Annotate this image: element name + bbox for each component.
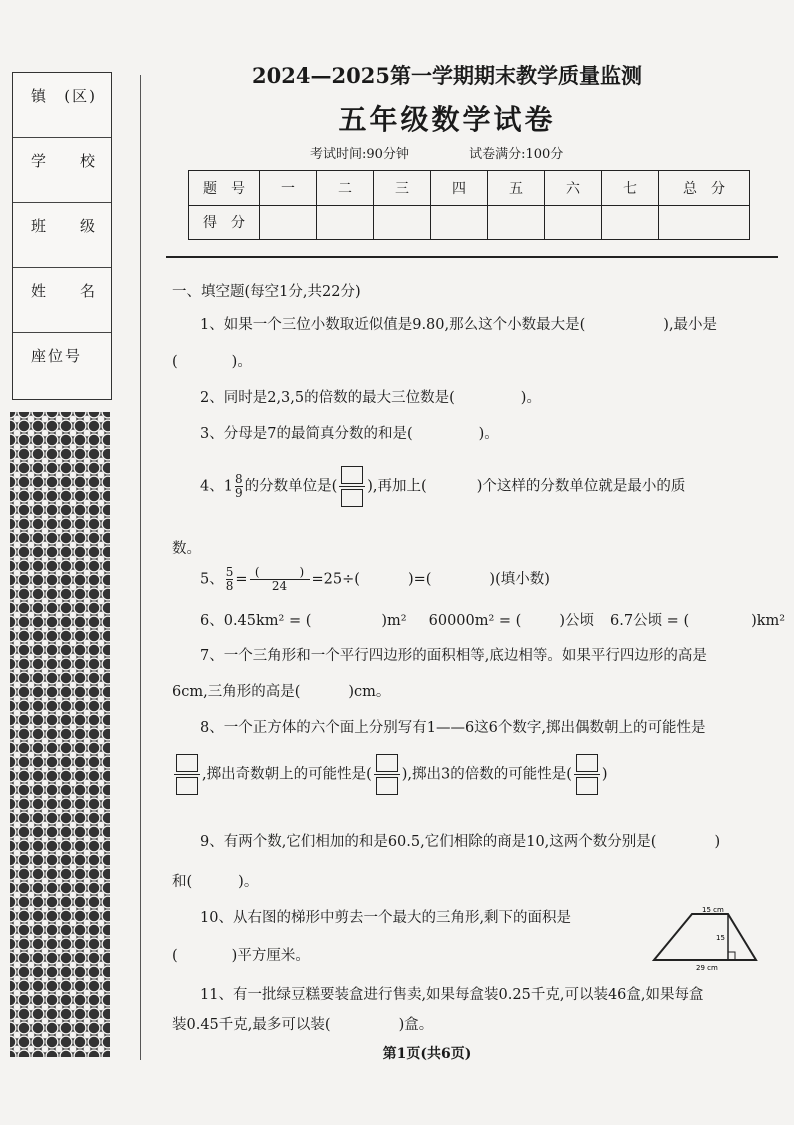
q6-text6: )km² bbox=[751, 613, 786, 629]
q6-text3: 60000m² = ( bbox=[428, 613, 522, 629]
q4-mixed-fraction bbox=[235, 473, 243, 500]
numerator-box[interactable] bbox=[576, 754, 598, 772]
field-name-label2: 名 bbox=[79, 282, 97, 300]
q5-denominator2: 24 bbox=[271, 579, 288, 593]
question-11-cont bbox=[172, 1013, 433, 1034]
field-name-label: 姓 bbox=[31, 282, 49, 300]
score-header-cell: 四 bbox=[431, 171, 488, 206]
q7-text: 6cm,三角形的高是( bbox=[172, 684, 301, 700]
q8-text3: ) bbox=[601, 766, 608, 783]
score-table-header-row bbox=[189, 171, 750, 206]
q4-fraction-answer-box[interactable] bbox=[339, 466, 365, 507]
field-school-label2: 校 bbox=[79, 152, 97, 170]
q3-text: 3、分母是7的最简真分数的和是( bbox=[200, 426, 413, 442]
q2-text: 2、同时是2,3,5的倍数的最大三位数是( bbox=[200, 390, 455, 406]
score-header-cell: 三 bbox=[374, 171, 431, 206]
field-town-label2: (区) bbox=[64, 87, 97, 105]
right-angle-mark bbox=[728, 952, 735, 960]
exam-subtitle: 五年级数学试卷 bbox=[338, 103, 556, 136]
question-4 bbox=[200, 466, 685, 507]
q4-text3: )个这样的分数单位就是最小的质 bbox=[476, 478, 686, 495]
q8-fraction-box-odd[interactable] bbox=[374, 754, 400, 795]
trapezoid-height-label: 15 bbox=[716, 934, 725, 942]
score-table bbox=[188, 170, 750, 240]
q11-text2: )盒。 bbox=[398, 1017, 434, 1033]
header-divider bbox=[166, 256, 778, 258]
field-class-label2: 级 bbox=[79, 217, 97, 235]
score-cell[interactable] bbox=[374, 205, 431, 240]
question-1-cont bbox=[172, 350, 252, 371]
question-9-cont bbox=[172, 870, 258, 891]
q8-text: ,掷出奇数朝上的可能性是( bbox=[202, 766, 372, 783]
q1-text: 1、如果一个三位小数取近似值是9.80,那么这个小数最大是( bbox=[200, 317, 586, 333]
fraction-bar bbox=[574, 774, 600, 775]
question-8: 8、一个正方体的六个面上分别写有1——6这6个数字,掷出偶数朝上的可能性是 bbox=[200, 720, 706, 736]
q5-fraction bbox=[226, 566, 234, 593]
q1-text2: ),最小是 bbox=[663, 317, 718, 333]
q4-prefix: 4、1 bbox=[200, 478, 233, 495]
fraction-bar bbox=[339, 486, 365, 487]
question-7-cont bbox=[172, 680, 390, 701]
denominator-box[interactable] bbox=[576, 777, 598, 795]
q10-text2: )平方厘米。 bbox=[231, 948, 310, 964]
question-4-cont: 数。 bbox=[172, 541, 201, 557]
denominator-box[interactable] bbox=[176, 777, 198, 795]
score-cell[interactable] bbox=[659, 205, 750, 240]
numerator-box[interactable] bbox=[376, 754, 398, 772]
q4-text2: ),再加上( bbox=[367, 478, 427, 495]
q6-text5: 6.7公顷 = ( bbox=[610, 613, 690, 629]
question-8-cont bbox=[172, 754, 608, 795]
exam-title: 2024—2025第一学期期末教学质量监测 bbox=[252, 63, 642, 88]
page-footer: 第1页(共6页) bbox=[382, 1046, 472, 1062]
q5-numerator-blank[interactable] bbox=[255, 566, 304, 579]
q9-text3: 和( bbox=[172, 874, 193, 890]
field-school-label: 学 bbox=[31, 152, 49, 170]
question-1 bbox=[200, 313, 717, 334]
decorative-pattern-strip bbox=[10, 412, 110, 1057]
q8-fraction-box-even[interactable] bbox=[174, 754, 200, 795]
field-town bbox=[13, 73, 111, 138]
q6-text: 6、0.45km² = ( bbox=[200, 613, 312, 629]
q7-text2: )cm。 bbox=[348, 684, 391, 700]
q5-text: =25÷( bbox=[311, 571, 360, 588]
score-cell[interactable] bbox=[602, 205, 659, 240]
field-seat-label: 座位号 bbox=[31, 347, 83, 365]
numerator-box[interactable] bbox=[176, 754, 198, 772]
q8-fraction-box-mult3[interactable] bbox=[574, 754, 600, 795]
q10-text: ( bbox=[172, 948, 178, 964]
trapezoid-shape bbox=[654, 914, 756, 960]
exam-time: 考试时间:90分钟 bbox=[310, 147, 409, 162]
trapezoid-bottom-label: 29 cm bbox=[696, 964, 718, 972]
score-header-cell: 总 分 bbox=[659, 171, 750, 206]
numerator-box[interactable] bbox=[341, 466, 363, 484]
score-table-score-row bbox=[189, 205, 750, 240]
question-2 bbox=[200, 386, 541, 407]
question-3 bbox=[200, 422, 499, 443]
field-school bbox=[13, 138, 111, 203]
question-9 bbox=[200, 830, 720, 851]
trapezoid-figure bbox=[650, 902, 765, 972]
score-header-cell: 一 bbox=[260, 171, 317, 206]
score-cell[interactable] bbox=[545, 205, 602, 240]
q11-text: 装0.45千克,最多可以装( bbox=[172, 1017, 331, 1033]
score-header-cell: 六 bbox=[545, 171, 602, 206]
field-seat bbox=[13, 333, 111, 398]
fraction-bar bbox=[174, 774, 200, 775]
section-heading: 一、填空题(每空1分,共22分) bbox=[172, 284, 361, 300]
q9-text4: )。 bbox=[238, 874, 259, 890]
q5-close-paren: ) bbox=[299, 565, 305, 579]
score-header-cell: 五 bbox=[488, 171, 545, 206]
field-class-label: 班 bbox=[31, 217, 49, 235]
q4-denominator: 9 bbox=[234, 486, 243, 500]
score-header-cell: 题 号 bbox=[189, 171, 260, 206]
q4-numerator: 8 bbox=[234, 472, 243, 486]
denominator-box[interactable] bbox=[376, 777, 398, 795]
q9-text2: ) bbox=[714, 834, 721, 850]
denominator-box[interactable] bbox=[341, 489, 363, 507]
q5-text3: )(填小数) bbox=[489, 571, 550, 588]
question-10: 10、从右图的梯形中剪去一个最大的三角形,剩下的面积是 bbox=[200, 910, 572, 926]
q5-numerator: 5 bbox=[225, 565, 234, 579]
question-11: 11、有一批绿豆糕要装盒进行售卖,如果每盒装0.25千克,可以装46盒,如果每盒 bbox=[200, 987, 704, 1003]
exam-info bbox=[310, 143, 619, 162]
q4-text: 的分数单位是( bbox=[244, 478, 338, 495]
field-name bbox=[13, 268, 111, 333]
question-6 bbox=[200, 609, 785, 630]
score-header-cell: 七 bbox=[602, 171, 659, 206]
q9-text: 9、有两个数,它们相加的和是60.5,它们相除的商是10,这两个数分别是( bbox=[200, 834, 657, 850]
score-row-label: 得 分 bbox=[189, 205, 260, 240]
binding-line bbox=[140, 75, 141, 1060]
score-cell[interactable] bbox=[317, 205, 374, 240]
q6-text4: )公顷 bbox=[559, 613, 595, 629]
score-cell[interactable] bbox=[488, 205, 545, 240]
q2-text2: )。 bbox=[520, 390, 541, 406]
q3-text2: )。 bbox=[478, 426, 499, 442]
question-10-cont bbox=[172, 944, 310, 965]
q5-blank-fraction[interactable] bbox=[250, 566, 310, 593]
q5-open-paren: ( bbox=[254, 565, 260, 579]
q8-text2: ),掷出3的倍数的可能性是( bbox=[401, 766, 572, 783]
score-cell[interactable] bbox=[431, 205, 488, 240]
q5-equals: = bbox=[235, 571, 248, 588]
exam-full-score: 试卷满分:100分 bbox=[469, 147, 564, 162]
fraction-bar bbox=[374, 774, 400, 775]
q6-text2: )m² bbox=[381, 613, 407, 629]
q5-text2: )=( bbox=[407, 571, 432, 588]
q1-text4: )。 bbox=[231, 354, 252, 370]
field-town-label: 镇 bbox=[31, 87, 49, 105]
field-class bbox=[13, 203, 111, 268]
q1-text3: ( bbox=[172, 354, 178, 370]
trapezoid-top-label: 15 cm bbox=[702, 906, 724, 914]
score-cell[interactable] bbox=[260, 205, 317, 240]
student-info-box bbox=[12, 72, 112, 400]
q5-denominator: 8 bbox=[225, 579, 234, 593]
q5-prefix: 5、 bbox=[200, 571, 224, 588]
score-header-cell: 二 bbox=[317, 171, 374, 206]
question-5 bbox=[200, 566, 550, 593]
question-7: 7、一个三角形和一个平行四边形的面积相等,底边相等。如果平行四边形的高是 bbox=[200, 648, 707, 664]
